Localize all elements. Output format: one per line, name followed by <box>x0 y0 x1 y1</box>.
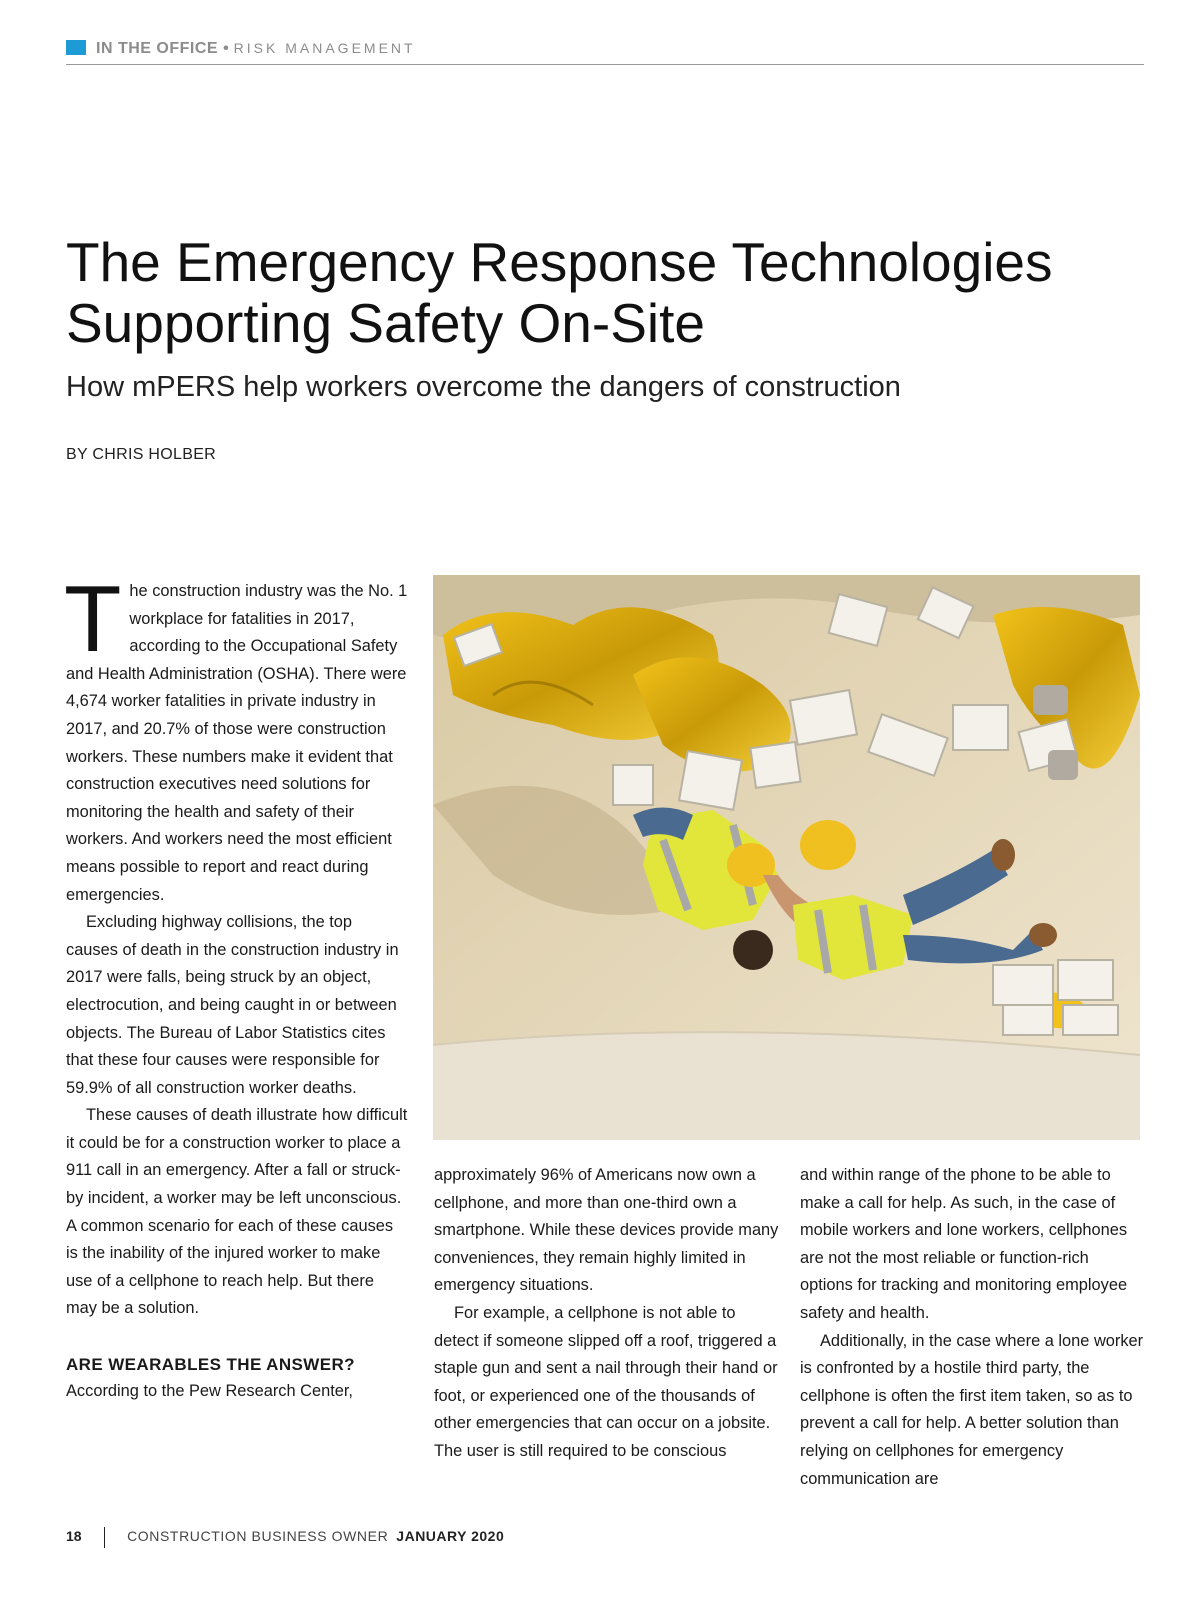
page-footer <box>66 1526 504 1548</box>
injured-worker-photo-illustration <box>433 575 1140 1140</box>
article-title <box>66 232 1146 354</box>
section-separator: • <box>223 40 229 57</box>
paragraph-7: and within range of the phone to be able to make a call for help. As such, in the case of mobile workers and lone workers, cellphones are not the most reliable or function-rich options for tracking and monitoring employee safety and health. <box>800 1166 1128 1322</box>
text-column-1 <box>64 566 408 1406</box>
section-header <box>66 36 1144 65</box>
paragraph-5: approximately 96% of Americans now own a cellphone, and more than one-third own a smartphone. While these devices provide many conveniences, they remain highly limited in emergency situations. <box>434 1166 779 1295</box>
article-byline: BY CHRIS HOLBER <box>66 446 217 463</box>
section-accent-square <box>66 40 86 55</box>
section-subhead: ARE WEARABLES THE ANSWER? <box>66 1354 355 1374</box>
text-column-2 <box>434 1162 780 1466</box>
paragraph-4: According to the Pew Research Center, <box>66 1382 353 1401</box>
section-name: IN THE OFFICE <box>96 40 219 57</box>
page-number: 18 <box>66 1528 82 1544</box>
title-line-1: The Emergency Response Technologies <box>66 231 1053 293</box>
article-photo <box>433 575 1140 1140</box>
paragraph-1-text: he construction industry was the No. 1 workplace for fatalities in 2017, according to the Occupational Safety and Health Administration (OSHA). There were 4,674 worker fatalities in private industry in 2017, and 20.7% of those were construction workers. These numbers make it evident that construction executives need solutions for monitoring the health and safety of their workers. And workers need the most efficient means possible to report and react during emergencies. <box>66 582 408 904</box>
issue-date: JANUARY 2020 <box>396 1528 505 1544</box>
section-topic: RISK MANAGEMENT <box>233 40 416 56</box>
paragraph-1 <box>64 566 408 909</box>
paragraph-8: Additionally, in the case where a lone worker is confronted by a hostile third party, the cellphone is often the first item taken, so as to prevent a call for help. A better solution than relying on cellphones for emergency communication are <box>800 1331 1144 1488</box>
paragraph-6: For example, a cellphone is not able to detect if someone slipped off a roof, triggered a staple gun and sent a nail through their hand or foot, or experienced one of the thousands of other emergencies that can occur on a jobsite. The user is still required to be conscious <box>434 1303 778 1460</box>
paragraph-3: These causes of death illustrate how difficult it could be for a construction worker to place a 911 call in an emergency. After a fall or struck-by incident, a worker may be left unconscious. A common scenario for each of these causes is the inability of the injured worker to make use of a cellphone to reach help. But there may be a solution. <box>66 1106 408 1318</box>
paragraph-2: Excluding highway collisions, the top causes of death in the construction industry in 2017 were falls, being struck by an object, electrocution, and being caught in or between objects. The Bureau of Labor Statistics cites that these four causes were responsible for 59.9% of all construction worker deaths. <box>66 913 399 1097</box>
article-subtitle: How mPERS help workers overcome the dangers of construction <box>66 371 901 403</box>
text-column-3 <box>800 1162 1146 1493</box>
publication-name: CONSTRUCTION BUSINESS OWNER <box>127 1528 389 1544</box>
drop-cap: T <box>64 566 122 671</box>
footer-divider <box>104 1527 106 1548</box>
title-line-2: Supporting Safety On-Site <box>66 292 705 354</box>
section-label <box>96 38 416 59</box>
